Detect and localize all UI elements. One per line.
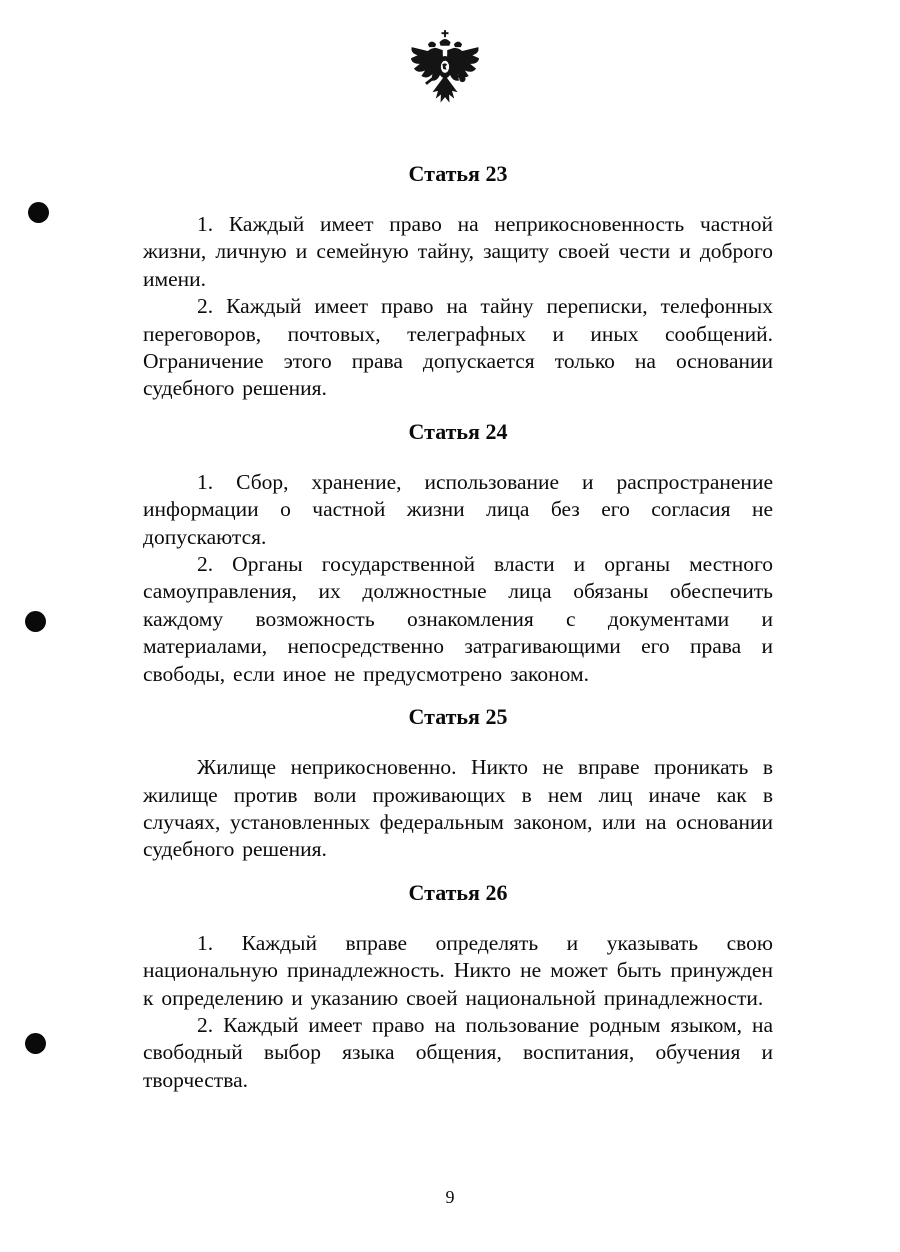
article-26	[143, 879, 773, 1094]
article-paragraph: 2. Каждый имеет право на тайну переписки, телефонных переговоров, почтовых, телеграфных и иных сообщений. Ограничение этого права допускается только на основании судебного решения.	[143, 294, 773, 401]
punch-hole-mark	[25, 611, 46, 632]
article-paragraph: 2. Органы государственной власти и органы местного самоуправления, их должностные лица обязаны обеспечить каждому возможность ознакомления с документами и материалами, непосредственно затрагивающими его права и свободы, если иное не предусмотрено законом.	[143, 552, 773, 686]
article-title: Статья 24	[408, 418, 508, 444]
article-paragraph: 1. Каждый имеет право на неприкосновенность частной жизни, личную и семейную тайну, защиту своей чести и доброго имени.	[143, 212, 773, 291]
article-paragraph: 1. Сбор, хранение, использование и распространение информации о частной жизни лица без его согласия не допускаются.	[143, 469, 773, 549]
page-number: 9	[445, 1187, 455, 1207]
punch-hole-mark	[25, 1033, 46, 1054]
punch-hole-mark	[28, 202, 49, 223]
article-25	[143, 703, 773, 864]
article-24	[143, 418, 773, 688]
document-body	[143, 0, 773, 1094]
article-title: Статья 23	[408, 161, 508, 186]
article-paragraph: Жилище неприкосновенно. Никто не вправе проникать в жилище против воли проживающих в нем лиц иначе как в случаях, установленных федеральным законом, или на основании судебного решения.	[143, 755, 773, 862]
article-paragraph: 2. Каждый имеет право на пользование родным языком, на свободный выбор языка общения, воспитания, обучения и творчества.	[143, 1012, 773, 1092]
article-title: Статья 26	[408, 879, 508, 905]
article-23	[143, 160, 773, 403]
article-title: Статья 25	[408, 704, 508, 730]
article-paragraph: 1. Каждый вправе определять и указывать свою национальную принадлежность. Никто не может быть принужден к определению и указанию своей национальной принадлежности.	[143, 930, 773, 1010]
